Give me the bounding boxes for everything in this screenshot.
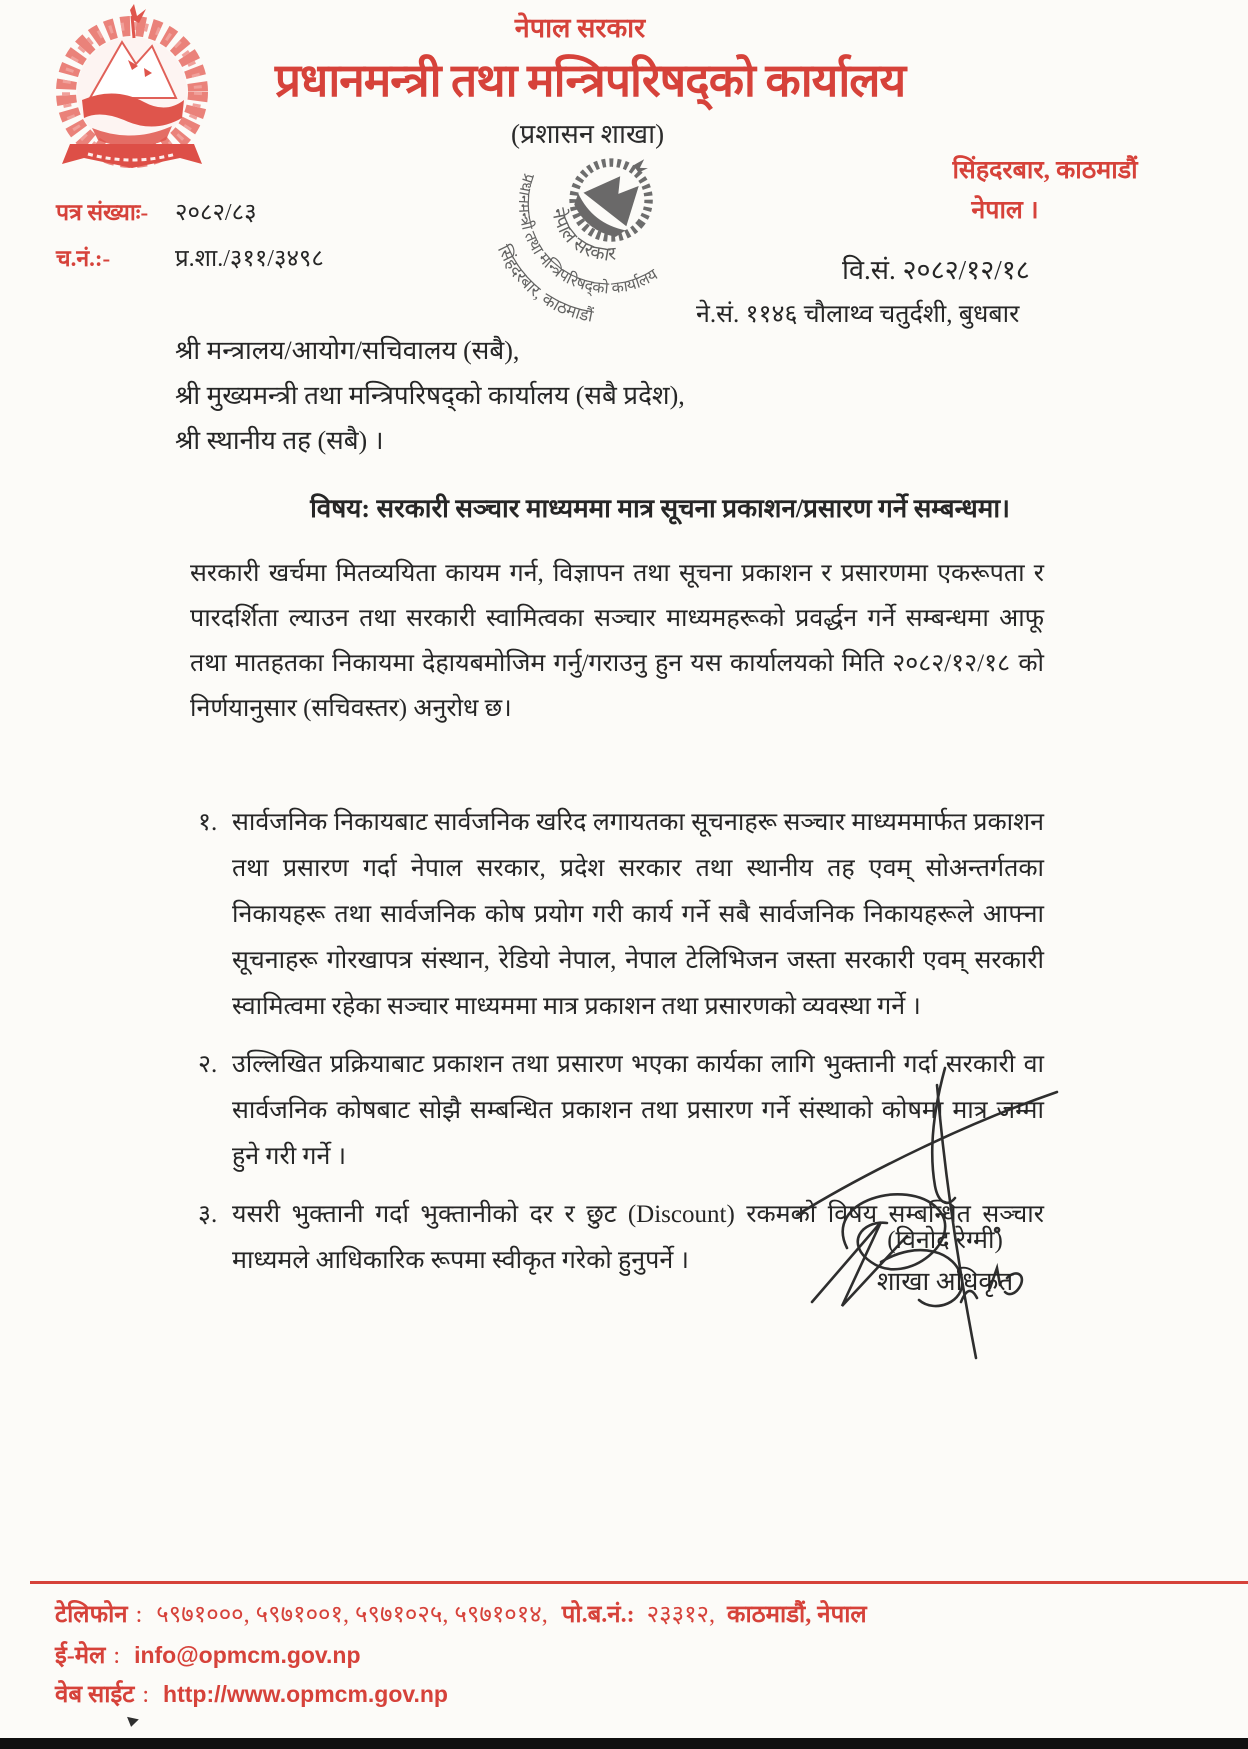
letter-number-value: २०८२/८३ bbox=[175, 200, 257, 226]
recipient-line: श्री मुख्यमन्त्री तथा मन्त्रिपरिषद्को कार्यालय (सबै प्रदेश), bbox=[175, 381, 685, 410]
email-label: ई-मेल bbox=[55, 1643, 106, 1669]
list-item-text: उल्लिखित प्रक्रियाबाट प्रकाशन तथा प्रसारण भएका कार्यका लागि भुक्तानी गर्दा सरकारी वा सार्वजनिक कोषबाट सोझै सम्बन्धित प्रकाशन तथा प्रसारण गर्ने संस्थाको कोषमा मात्र जम्मा हुने गरी गर्ने । bbox=[232, 1051, 1044, 1170]
date-nepal-sambat: ने.सं. ११४६ चौलाथ्व चतुर्दशी, बुधबार bbox=[696, 301, 1020, 328]
letter-number-label: पत्र संख्याः- bbox=[56, 200, 149, 225]
stamp-text-government: नेपाल सरकार bbox=[547, 206, 617, 266]
signatory-name: (विनोद रेग्मी) bbox=[887, 1227, 1003, 1254]
stamp-text-address: सिंहदरबार, काठमाडौं bbox=[493, 241, 595, 326]
website-value: http://www.opmcm.gov.np bbox=[163, 1681, 448, 1707]
branch-title: (प्रशासन शाखा) bbox=[510, 119, 665, 149]
office-title: प्रधानमन्त्री तथा मन्त्रिपरिषद्को कार्यालय bbox=[274, 55, 906, 106]
footer-place: काठमाडौं, नेपाल bbox=[727, 1602, 867, 1628]
phone-label: टेलिफोन bbox=[55, 1602, 128, 1628]
footer-email-row: ई-मेल : info@opmcm.gov.np bbox=[55, 1642, 361, 1669]
pobox-label: पो.ब.नं.: bbox=[561, 1602, 635, 1628]
footer-divider bbox=[30, 1581, 1248, 1584]
list-item-text: सार्वजनिक निकायबाट सार्वजनिक खरिद लगायतका सूचनाहरू सञ्चार माध्यममार्फत प्रकाशन तथा प्रसारण गर्दा नेपाल सरकार, प्रदेश सरकार तथा स्थानीय तह एवम् सोअन्तर्गतका निकायहरू तथा सार्वजनिक कोष प्रयोग गरी कार्य गर्ने सबै सार्वजनिक निकायहरूले आफ्ना सूचनाहरू गोरखापत्र संस्थान, रेडियो नेपाल, नेपाल टेलिभिजन जस्ता सरकारी एवम् सरकारी स्वामित्वमा रहेका सञ्चार माध्यममा मात्र प्रकाशन तथा प्रसारणको व्यवस्था गर्ने । bbox=[232, 809, 1044, 1020]
website-label: वेब साईट bbox=[55, 1682, 135, 1708]
recipients-block bbox=[175, 328, 685, 463]
list-item-text: यसरी भुक्तानी गर्दा भुक्तानीको दर र छुट (Discount) रकमको विषय सम्बन्धित सञ्चार माध्यमले आधिकारिक रूपमा स्वीकृत गरेको हुनुपर्ने । bbox=[232, 1201, 1044, 1274]
list-item-number: २. bbox=[198, 1051, 218, 1078]
signatory-designation: शाखा अधिकृत bbox=[876, 1267, 1014, 1296]
scan-artifact-mark bbox=[125, 1717, 139, 1728]
email-value: info@opmcm.gov.np bbox=[134, 1642, 361, 1668]
stamp-text-office: प्रधानमन्त्री तथा मन्त्रिपरिषद्को कार्यालय bbox=[514, 171, 661, 298]
dispatch-number-label: च.नं.:- bbox=[56, 246, 111, 271]
opening-paragraph: सरकारी खर्चमा मितव्ययिता कायम गर्न, विज्ञापन तथा सूचना प्रकाशन र प्रसारणमा एकरूपता र पारदर्शिता ल्याउन तथा सरकारी स्वामित्वका सञ्चार माध्यमहरूको प्रवर्द्धन गर्ने सम्बन्धमा आफू तथा मातहतका निकायमा देहायबमोजिम गर्नु/गराउनु हुन यस कार्यालयको मिति २०८२/१२/१८ को निर्णयानुसार (सचिवस्तर) अनुरोध छ। bbox=[190, 560, 1044, 722]
signature-scribble bbox=[785, 1050, 1075, 1380]
date-bikram-sambat: वि.सं. २०८२/१२/१८ bbox=[842, 255, 1030, 285]
phone-numbers: ५९७१०००, ५९७१००१, ५९७१०२५, ५९७१०१४, bbox=[156, 1602, 548, 1628]
list-item bbox=[198, 800, 1044, 1030]
government-title: नेपाल सरकार bbox=[514, 13, 646, 43]
list-item-number: १. bbox=[198, 809, 218, 836]
footer-website-row: वेब साईट : http://www.opmcm.gov.np bbox=[55, 1681, 448, 1708]
recipient-line: श्री स्थानीय तह (सबै) । bbox=[175, 426, 384, 455]
pobox-value: २३३१२, bbox=[646, 1602, 716, 1628]
dispatch-number-value: प्र.शा./३११/३४९८ bbox=[175, 246, 324, 272]
scan-edge-bar bbox=[0, 1738, 1248, 1749]
subject-line: विषय: सरकारी सञ्चार माध्यममा मात्र सूचना प्रकाशन/प्रसारण गर्ने सम्बन्धमा। bbox=[310, 494, 1010, 523]
footer-phone-row: टेलिफोन : ५९७१०००, ५९७१००१, ५९७१०२५, ५९७१०१४, पो.ब.नं.: २३३१२, काठमाडौं, नेपाल bbox=[55, 1602, 867, 1628]
office-address-line2: नेपाल । bbox=[971, 197, 1039, 224]
list-item-number: ३. bbox=[198, 1201, 218, 1228]
office-address-line1: सिंहदरबार, काठमाडौं bbox=[952, 157, 1138, 184]
recipient-line: श्री मन्त्रालय/आयोग/सचिवालय (सबै), bbox=[175, 336, 520, 365]
